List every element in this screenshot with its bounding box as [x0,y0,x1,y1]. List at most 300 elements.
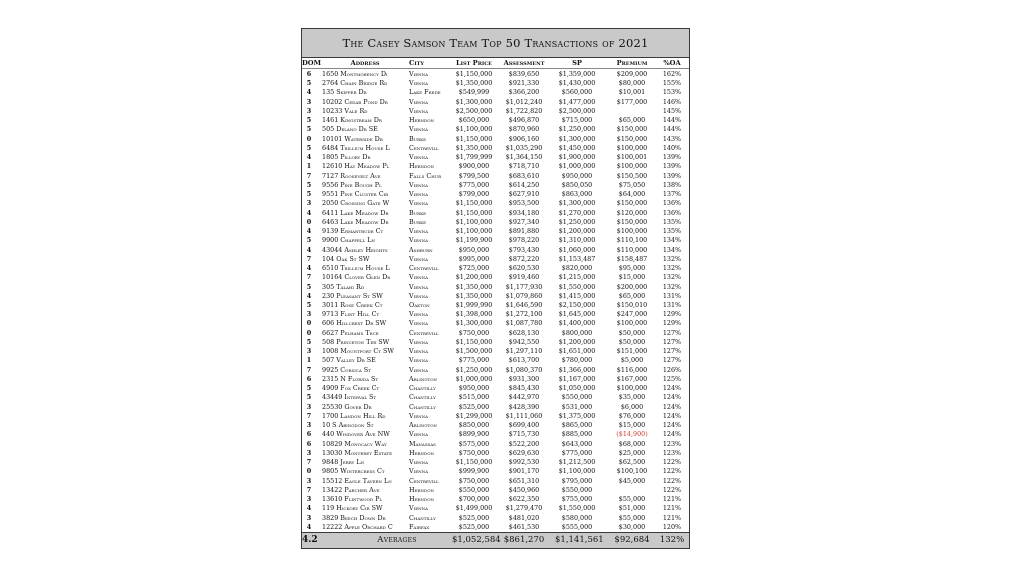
cell-address: 2764 Chain Bridge Rd [322,79,388,88]
cell-list-price: $1,350,000 [455,79,493,88]
cell-list-price: $700,000 [458,495,490,504]
cell-assessment: $992,530 [508,458,540,467]
cell-sp: $1,651,000 [558,347,596,356]
cell-oa: 121% [662,504,682,513]
cell-address: 9925 Corsica St [322,365,371,374]
cell-list-price: $525,000 [458,402,490,411]
table-row [302,209,689,218]
cell-city: Vienna [409,467,429,476]
cell-address: 13030 Monterey Estate [322,448,392,457]
cell-list-price: $1,299,000 [455,411,493,420]
cell-oa: 124% [662,393,682,402]
cell-oa: 146% [662,97,682,106]
table-row [302,79,689,88]
table-row [302,458,689,467]
cell-list-price: $1,500,000 [455,347,493,356]
cell-sp: $1,250,000 [558,217,596,226]
cell-premium: $100,001 [616,153,648,162]
cell-dom: 5 [306,125,312,134]
cell-address: 505 Delano Dr SE [322,125,378,134]
table-row [302,199,689,208]
cell-address: 10 S Abingdon St [322,421,374,430]
cell-assessment: $715,730 [508,430,540,439]
cell-oa: 135% [662,227,682,236]
cell-sp: $1,366,000 [558,365,596,374]
cell-city: Vienna [409,125,429,134]
cell-sp: $850,050 [561,180,593,189]
cell-premium: $30,000 [618,522,646,531]
cell-assessment: $614,250 [508,180,540,189]
cell-assessment: $953,500 [508,199,540,208]
cell-list-price: $1,398,000 [455,310,493,319]
cell-oa: 122% [662,476,682,485]
cell-assessment: $620,530 [508,264,540,273]
avg-oa: 132% [659,535,685,545]
cell-oa: 139% [662,162,682,171]
cell-city: Vienna [409,337,429,346]
cell-premium: $25,000 [618,448,646,457]
header-address: Address [350,59,380,67]
cell-premium: $64,000 [618,190,646,199]
cell-city: Vienna [409,153,429,162]
cell-list-price: $550,000 [458,485,490,494]
cell-assessment: $845,430 [508,384,540,393]
cell-address: 9900 Chappell Ln [322,236,375,245]
header-premium: Premium [616,59,648,67]
cell-city: Oakton [409,301,430,309]
cell-assessment: $1,012,240 [505,97,543,106]
cell-dom: 0 [306,467,312,476]
cell-oa: 132% [662,273,682,282]
cell-city: Burke [409,134,426,143]
cell-assessment: $481,020 [508,513,540,522]
cell-premium: $55,000 [618,495,646,504]
cell-assessment: $1,272,100 [505,310,543,319]
cell-premium: $65,000 [618,116,646,125]
cell-city: Vienna [409,106,429,115]
cell-address: 440 Windover Ave NW [322,430,390,439]
table-row [302,264,689,273]
cell-dom: 6 [306,439,312,448]
table-row [302,190,689,199]
cell-assessment: $1,111,060 [505,411,543,420]
cell-city: Vienna [409,310,429,319]
table-row [302,477,689,486]
cell-assessment: $1,080,370 [505,365,543,374]
cell-assessment: $978,220 [508,236,540,245]
avg-sp: $1,141,561 [555,535,604,545]
averages-row [302,532,689,548]
cell-list-price: $999,900 [458,467,490,476]
cell-oa: 124% [662,421,682,430]
cell-dom: 3 [306,513,312,522]
table-row [302,301,689,310]
cell-assessment: $1,035,290 [505,143,543,152]
table-row [302,310,689,319]
cell-list-price: $725,000 [458,264,490,273]
page-title: The Casey Samson Team Top 50 Transactions of 2021 [302,29,689,58]
cell-address: 1805 Pillory Dr [322,153,371,162]
cell-assessment: $921,330 [508,79,540,88]
cell-assessment: $931,300 [508,374,540,383]
cell-dom: 7 [306,171,312,180]
cell-address: 25530 Gover Dr [322,402,372,411]
avg-list-price: $1,052,584 [452,535,501,545]
cell-sp: $1,550,000 [558,282,596,291]
cell-dom: 3 [306,310,312,319]
cell-list-price: $525,000 [458,513,490,522]
cell-list-price: $950,000 [458,245,490,254]
cell-assessment: $839,650 [508,70,540,78]
cell-address: 43044 Ashley Heights [322,245,388,254]
cell-dom: 3 [306,97,312,106]
cell-sp: $1,375,000 [558,411,596,420]
table-row [302,162,689,171]
cell-oa: 155% [662,79,682,88]
cell-assessment: $450,960 [508,485,540,494]
cell-oa: 162% [662,70,682,78]
cell-list-price: $995,000 [458,254,490,263]
cell-address: 6510 Trillium House L [322,264,390,273]
cell-assessment: $622,350 [508,495,540,504]
cell-assessment: $1,646,590 [505,301,543,309]
cell-list-price: $650,000 [458,116,490,125]
cell-address: 10202 Cedar Pond Dr [322,97,388,106]
cell-sp: $1,300,000 [558,134,596,143]
cell-address: 1461 Kingstream Dr [322,116,382,125]
cell-dom: 4 [306,264,312,273]
cell-sp: $2,500,000 [558,106,596,115]
cell-sp: $1,000,000 [558,162,596,171]
cell-premium: $150,010 [616,301,648,309]
cell-assessment: $522,200 [508,439,540,448]
cell-dom: 1 [306,162,312,171]
cell-premium: $15,000 [618,421,646,430]
cell-oa: 124% [662,411,682,420]
cell-dom: 7 [306,254,312,263]
cell-dom: 5 [306,143,312,152]
cell-dom: 0 [306,328,312,337]
cell-oa: 123% [662,448,682,457]
cell-dom: 6 [306,430,312,439]
cell-assessment: $627,910 [508,190,540,199]
cell-list-price: $799,000 [458,190,490,199]
cell-address: 508 Princeton Ter SW [322,337,390,346]
cell-list-price: $1,150,000 [455,337,493,346]
cell-assessment: $496,870 [508,116,540,125]
table-row [302,153,689,162]
cell-oa: 143% [662,134,682,143]
cell-dom: 5 [306,393,312,402]
table-row [302,227,689,236]
cell-list-price: $1,499,000 [455,504,493,513]
cell-city: Centrevill [409,264,439,273]
cell-oa: 144% [662,125,682,134]
table-row [302,107,689,116]
cell-oa: 136% [662,208,682,217]
cell-city: Chantilly [409,513,436,522]
cell-dom: 3 [306,106,312,115]
cell-list-price: $950,000 [458,384,490,393]
cell-address: 13610 Flintwood Pl [322,495,383,504]
table-row [302,116,689,125]
cell-oa: 129% [662,319,682,328]
cell-premium: $35,000 [618,393,646,402]
cell-sp: $715,000 [561,116,593,125]
cell-oa: 126% [662,365,682,374]
cell-list-price: $1,000,000 [455,374,493,383]
cell-dom: 0 [306,319,312,328]
table-row [302,440,689,449]
cell-sp: $1,250,000 [558,125,596,134]
cell-sp: $1,050,000 [558,384,596,393]
cell-premium: $151,000 [616,347,648,356]
cell-dom: 7 [306,365,312,374]
cell-assessment: $366,200 [508,88,540,97]
cell-sp: $643,000 [561,439,593,448]
cell-address: 606 Hillcrest Dr SW [322,319,387,328]
cell-assessment: $1,177,930 [505,282,543,291]
cell-list-price: $1,300,000 [455,319,493,328]
cell-city: Vienna [409,273,429,282]
cell-city: Vienna [409,199,429,208]
cell-dom: 5 [306,116,312,125]
cell-premium: $167,000 [616,374,648,383]
cell-dom: 7 [306,458,312,467]
cell-city: Herndon [409,162,434,171]
cell-city: Chantilly [409,402,436,411]
table-row [302,246,689,255]
cell-list-price: $1,999,990 [455,301,493,309]
cell-list-price: $1,200,000 [455,273,493,282]
cell-address: 3011 Rose Creek Ct [322,301,383,309]
cell-dom: 4 [306,153,312,162]
cell-oa: 120% [662,522,682,531]
table-row [302,329,689,338]
cell-sp: $775,000 [561,448,593,457]
table-row [302,356,689,365]
cell-sp: $550,000 [561,485,593,494]
cell-dom: 6 [306,374,312,383]
cell-oa: 145% [662,106,682,115]
cell-city: Burke [409,217,426,226]
cell-assessment: $872,220 [508,254,540,263]
cell-sp: $1,060,000 [558,245,596,254]
cell-assessment: $942,550 [508,337,540,346]
table-row [302,338,689,347]
table-row [302,319,689,328]
cell-oa: 140% [662,143,682,152]
cell-oa: 122% [662,467,682,476]
cell-list-price: $750,000 [458,448,490,457]
cell-sp: $1,300,000 [558,199,596,208]
cell-city: Herndon [409,448,434,457]
cell-list-price: $1,199,900 [455,236,493,245]
cell-dom: 7 [306,273,312,282]
cell-oa: 135% [662,217,682,226]
cell-address: 9139 Ermantrude Ct [322,227,384,236]
cell-dom: 6 [306,70,312,78]
cell-address: 9805 Wintercress Ct [322,467,385,476]
cell-premium: $75,050 [618,180,646,189]
cell-address: 4909 Fox Creek Ct [322,384,380,393]
transactions-sheet [302,29,689,548]
cell-sp: $1,200,000 [558,227,596,236]
cell-list-price: $1,150,000 [455,458,493,467]
cell-city: Vienna [409,227,429,236]
cell-sp: $1,167,000 [558,374,596,383]
cell-sp: $1,212,500 [558,458,596,467]
cell-sp: $1,215,000 [558,273,596,282]
cell-list-price: $1,350,000 [455,282,493,291]
cell-dom: 3 [306,402,312,411]
cell-dom: 3 [306,495,312,504]
cell-assessment: $934,180 [508,208,540,217]
table-row [302,98,689,107]
cell-assessment: $651,310 [508,476,540,485]
cell-city: Vienna [409,430,429,439]
cell-premium: $150,000 [616,217,648,226]
cell-oa: 134% [662,245,682,254]
cell-premium: $62,500 [618,458,646,467]
cell-city: Vienna [409,356,429,365]
cell-assessment: $461,530 [508,522,540,531]
table-row [302,125,689,134]
cell-list-price: $775,000 [458,180,490,189]
cell-address: 15512 Eagle Tavern Ln [322,476,392,485]
cell-oa: 132% [662,264,682,273]
cell-city: Herndon [409,485,434,494]
cell-city: Ashburn [409,245,433,254]
cell-premium: $100,100 [616,467,648,476]
cell-assessment: $1,722,820 [505,106,543,115]
table-row [302,486,689,495]
cell-premium: $100,000 [616,162,648,171]
cell-oa: 121% [662,495,682,504]
cell-assessment: $901,170 [508,467,540,476]
cell-oa: 138% [662,180,682,189]
cell-assessment: $1,364,150 [505,153,543,162]
cell-premium: $10,001 [618,88,646,97]
table-row [302,283,689,292]
cell-address: 2050 Crossing Gate W [322,199,390,208]
cell-address: 9556 Pine Bough Pl [322,180,382,189]
cell-premium: $177,000 [616,97,648,106]
header-dom: DOM [302,59,322,67]
table-row [302,218,689,227]
cell-dom: 4 [306,291,312,300]
cell-list-price: $750,000 [458,328,490,337]
cell-oa: 137% [662,190,682,199]
table-row [302,88,689,97]
cell-sp: $1,477,000 [558,97,596,106]
cell-sp: $1,310,000 [558,236,596,245]
cell-assessment: $1,297,110 [505,347,543,356]
cell-premium: $110,000 [616,245,648,254]
table-row [302,236,689,245]
header-sp: SP [572,59,582,67]
cell-address: 10233 Vale Rd [322,106,368,115]
table-row [302,421,689,430]
cell-dom: 3 [306,448,312,457]
cell-address: 9848 Jerry Ln [322,458,365,467]
cell-city: Vienna [409,291,429,300]
cell-assessment: $927,340 [508,217,540,226]
cell-city: Vienna [409,347,429,356]
cell-premium: $80,000 [618,79,646,88]
header-list-price: List Price [455,59,492,67]
cell-oa: 123% [662,439,682,448]
cell-sp: $820,000 [561,264,593,273]
cell-address: 1008 Mountfort Ct SW [322,347,394,356]
table-row [302,467,689,476]
cell-oa: 144% [662,116,682,125]
cell-address: 7127 Roosevelt Ave [322,171,381,180]
cell-list-price: $899,900 [458,430,490,439]
cell-address: 10101 Waterside Dr [322,134,383,143]
cell-oa: 121% [662,513,682,522]
cell-list-price: $900,000 [458,162,490,171]
cell-dom: 4 [306,504,312,513]
cell-oa: 122% [662,458,682,467]
cell-dom: 3 [306,199,312,208]
cell-oa: 124% [662,384,682,393]
cell-premium: $116,000 [616,365,648,374]
cell-sp: $795,000 [561,476,593,485]
cell-oa: 136% [662,199,682,208]
cell-city: Vienna [409,504,429,513]
cell-assessment: $442,970 [508,393,540,402]
cell-list-price: $2,500,000 [455,106,493,115]
cell-city: Centrevill [409,143,439,152]
avg-assessment: $861,270 [503,535,545,545]
table-row [302,70,689,79]
cell-premium: $45,000 [618,476,646,485]
table-row [302,172,689,181]
cell-sp: $885,000 [561,430,593,439]
cell-dom: 1 [306,356,312,365]
table-row [302,366,689,375]
cell-city: Falls Chur [409,171,442,180]
cell-city: Chantilly [409,384,436,393]
cell-premium: $150,000 [616,125,648,134]
cell-address: 6627 Pelhams Trce [322,328,379,337]
table-row [302,181,689,190]
cell-assessment: $891,880 [508,227,540,236]
cell-list-price: $549,999 [458,88,490,97]
cell-dom: 5 [306,337,312,346]
cell-sp: $1,900,000 [558,153,596,162]
table-row [302,393,689,402]
cell-oa: 131% [662,291,682,300]
cell-premium: $65,000 [618,291,646,300]
cell-assessment: $919,460 [508,273,540,282]
cell-city: Vienna [409,365,429,374]
cell-premium: $68,000 [618,439,646,448]
table-row [302,384,689,393]
cell-list-price: $1,250,000 [455,365,493,374]
cell-address: 12610 Hay Meadow Pl [322,162,390,171]
cell-dom: 5 [306,79,312,88]
header-assessment: Assessment [503,59,545,67]
cell-address: 135 Skipper Dr [322,88,367,97]
cell-city: Vienna [409,319,429,328]
cell-address: 1700 Landon Hill Rd [322,411,386,420]
cell-dom: 5 [306,180,312,189]
cell-oa: 139% [662,171,682,180]
cell-dom: 4 [306,227,312,236]
cell-list-price: $1,150,000 [455,208,493,217]
